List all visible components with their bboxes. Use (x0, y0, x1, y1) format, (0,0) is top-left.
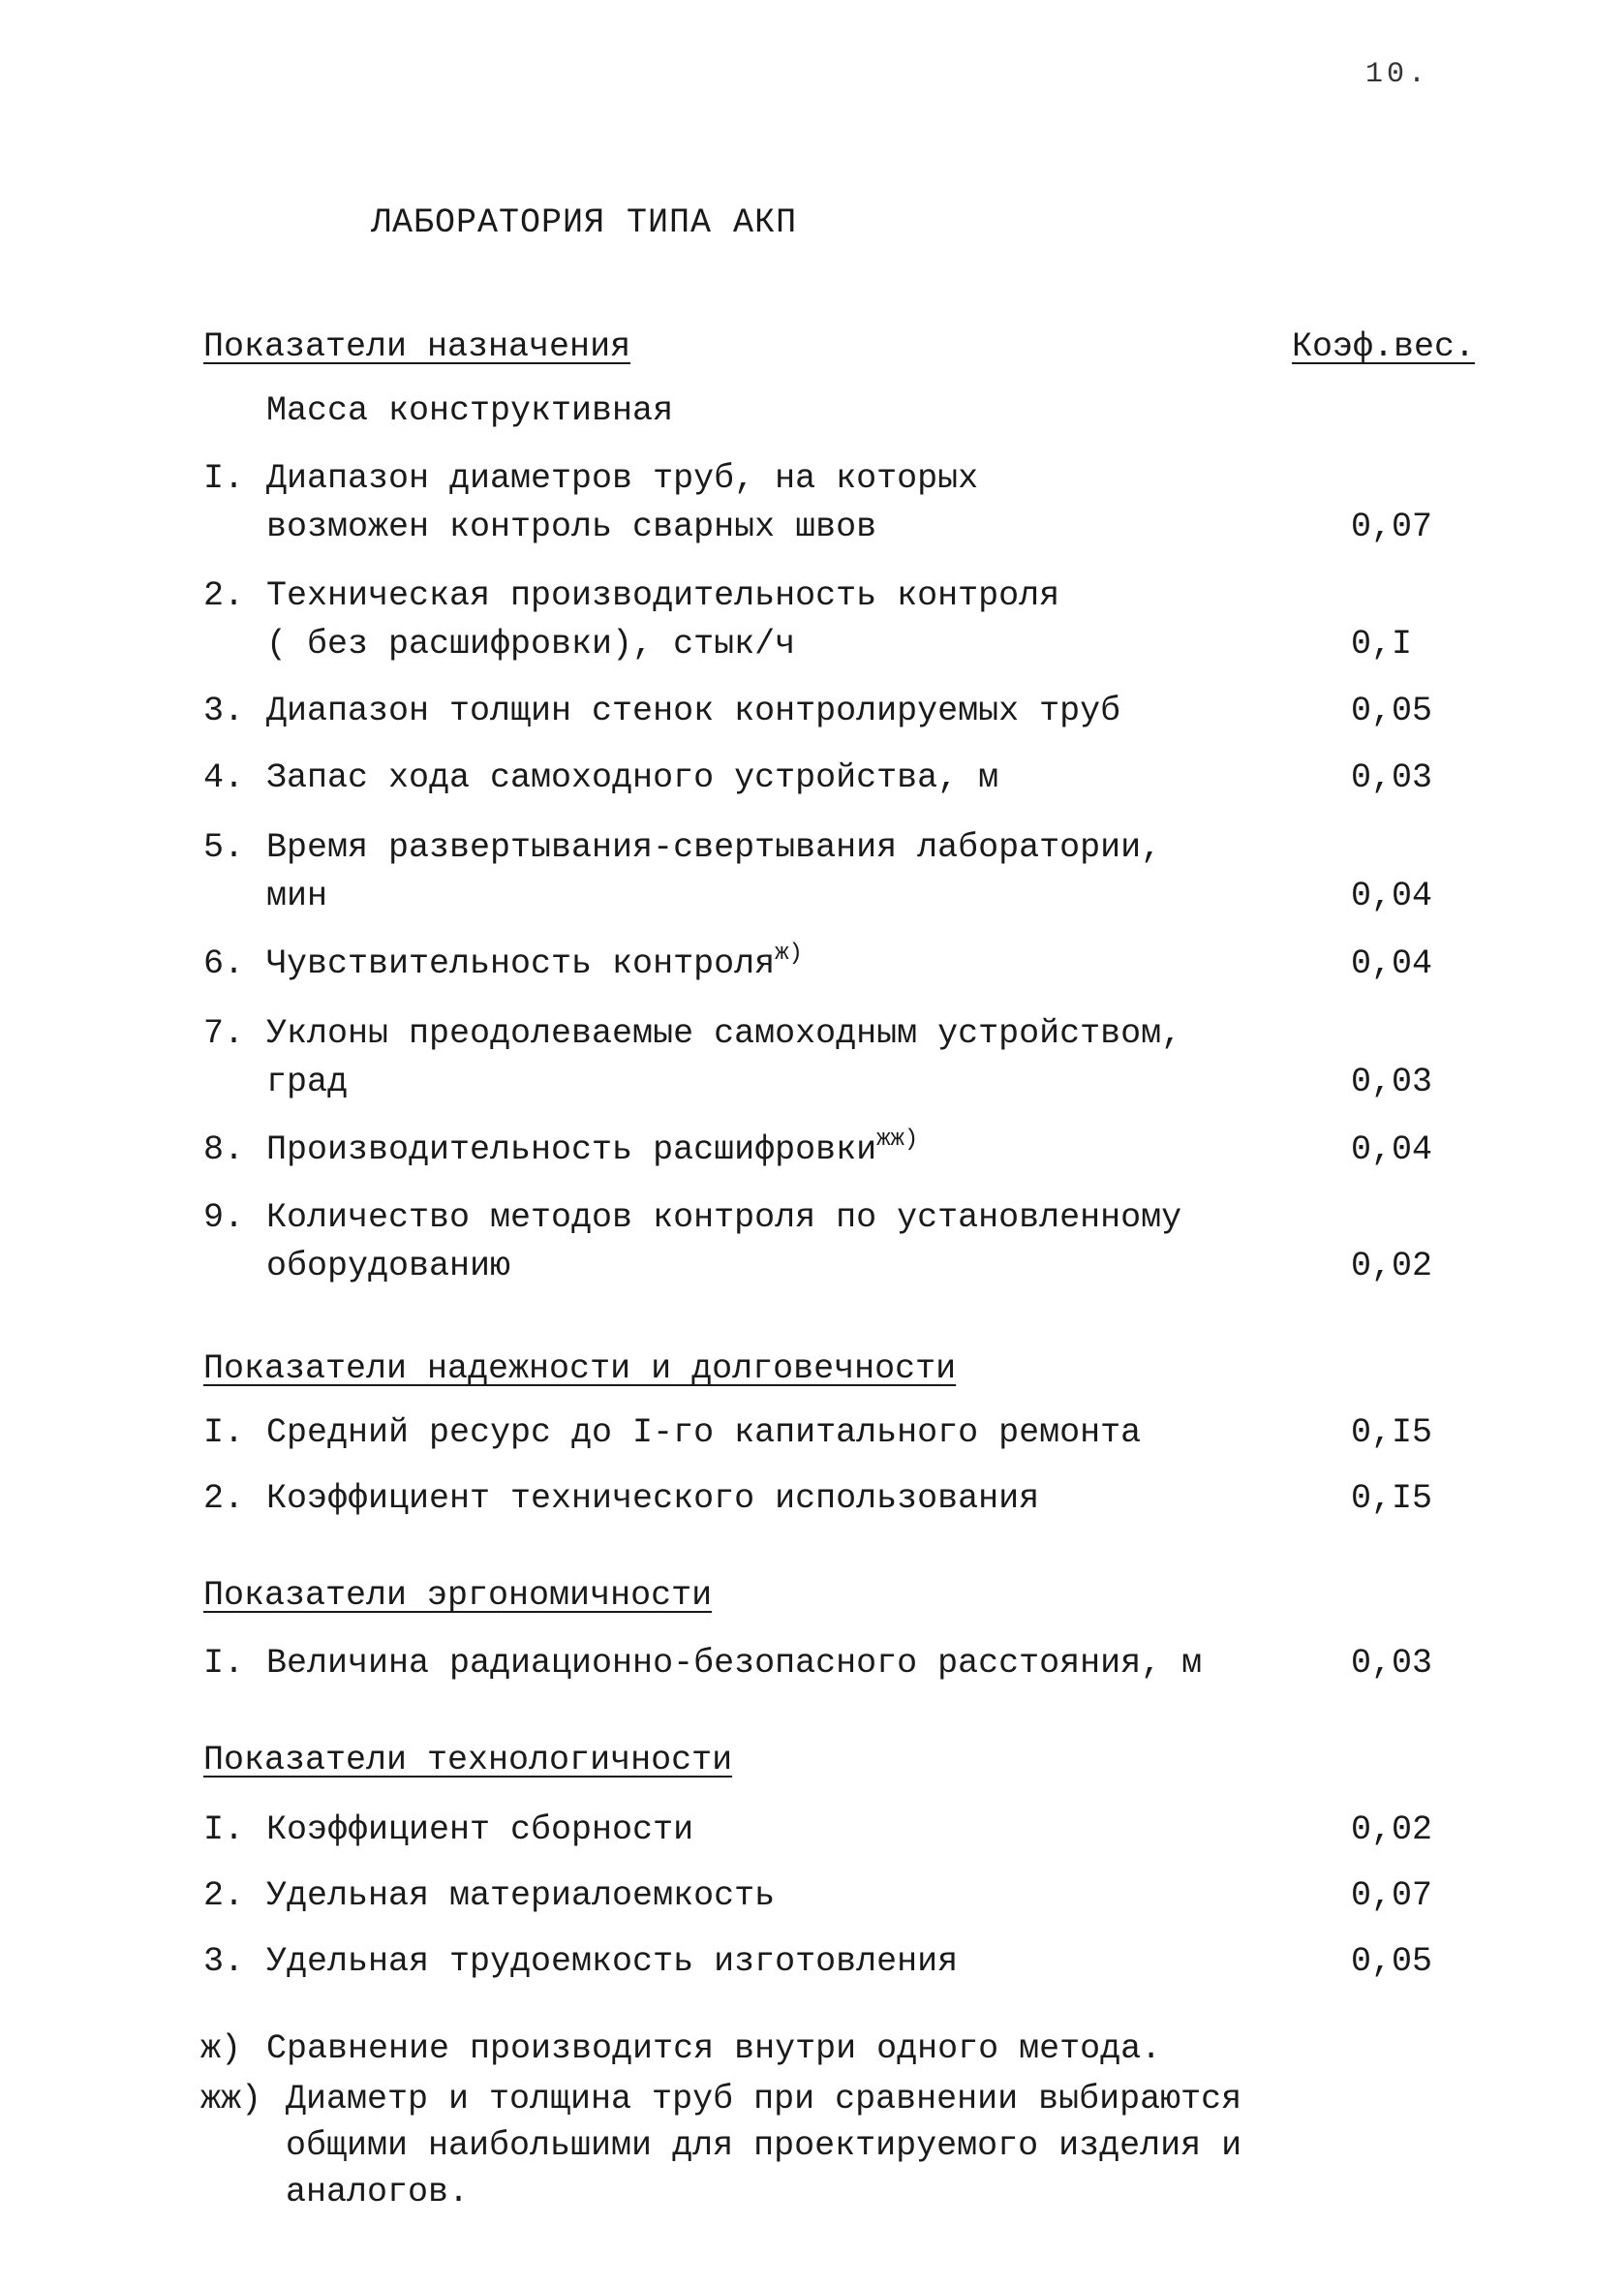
item-text: Величина радиационно-безопасного расстояния, м (266, 1644, 1203, 1683)
item-value: 0,04 (1351, 1130, 1433, 1169)
item-value: 0,I5 (1351, 1479, 1433, 1518)
item-text: Количество методов контроля по установленному (266, 1198, 1182, 1237)
item-number: 7. (203, 1014, 245, 1053)
footnote-mark: жж) (200, 2080, 262, 2118)
item-text: Коэффициент технического использования (266, 1479, 1040, 1518)
item-text (266, 941, 803, 983)
item-text: Удельная материалоемкость (266, 1876, 776, 1915)
item-text: возможен контроль сварных швов (266, 508, 877, 546)
item-text: Техническая производительность контроля (266, 576, 1060, 615)
item-number: I. (203, 1644, 245, 1683)
column-header-weight-coefficient: Коэф.вес. (1292, 327, 1476, 366)
item-text: ( без расшифровки), стык/ч (266, 625, 796, 664)
item-text: град (266, 1063, 349, 1101)
section-note: Масса конструктивная (266, 391, 674, 430)
item-number: 2. (203, 1876, 245, 1915)
footnote-mark: ж) (200, 2029, 242, 2068)
item-value: 0,04 (1351, 944, 1433, 983)
item-number: I. (203, 1810, 245, 1849)
item-number: 8. (203, 1130, 245, 1169)
item-number: 3. (203, 1942, 245, 1981)
document-title: ЛАБОРАТОРИЯ ТИПА АКП (371, 203, 798, 242)
section-heading-reliability: Показатели надежности и долговечности (203, 1349, 957, 1388)
item-text: Уклоны преодолеваемые самоходным устройством, (266, 1014, 1182, 1053)
item-number: 3. (203, 692, 245, 730)
item-value: 0,03 (1351, 758, 1433, 797)
item-number: I. (203, 459, 245, 498)
item-number: 4. (203, 758, 245, 797)
item-text: Время развертывания-свертывания лаборатории, (266, 828, 1162, 867)
item-value: 0,I5 (1351, 1413, 1433, 1452)
footnote-text: аналогов. (286, 2173, 470, 2211)
item-value: 0,07 (1351, 508, 1433, 546)
item-number: 5. (203, 828, 245, 867)
item-text: Средний ресурс до I-го капитального ремонта (266, 1413, 1142, 1452)
item-value: 0,05 (1351, 692, 1433, 730)
item-value: 0,03 (1351, 1063, 1433, 1101)
item-number: 9. (203, 1198, 245, 1237)
item-text: Диапазон толщин стенок контролируемых труб (266, 692, 1121, 730)
item-value: 0,03 (1351, 1644, 1433, 1683)
item-value: 0,I (1351, 625, 1413, 664)
item-text: Диапазон диаметров труб, на которых (266, 459, 979, 498)
footnote-ref: жж) (876, 1127, 919, 1153)
item-number: 2. (203, 576, 245, 615)
item-value: 0,02 (1351, 1247, 1433, 1285)
section-heading-ergonomics: Показатели эргономичности (203, 1576, 713, 1615)
item-text: оборудованию (266, 1247, 511, 1285)
item-value: 0,02 (1351, 1810, 1433, 1849)
item-text-main: Производительность расшифровки (266, 1130, 877, 1169)
section-heading-purpose: Показатели назначения (203, 327, 631, 366)
item-text: Коэффициент сборности (266, 1810, 694, 1849)
item-value: 0,07 (1351, 1876, 1433, 1915)
item-number: I. (203, 1413, 245, 1452)
item-number: 2. (203, 1479, 245, 1518)
footnote-text: Диаметр и толщина труб при сравнении выбираются (286, 2080, 1242, 2118)
section-heading-manufacturability: Показатели технологичности (203, 1741, 733, 1779)
item-text: Удельная трудоемкость изготовления (266, 1942, 959, 1981)
item-value: 0,05 (1351, 1942, 1433, 1981)
item-text-main: Чувствительность контроля (266, 944, 776, 983)
item-value: 0,04 (1351, 877, 1433, 915)
footnote-text: Сравнение производится внутри одного метода. (266, 2029, 1162, 2068)
footnote-text: общими наибольшими для проектируемого изделия и (286, 2126, 1242, 2165)
item-text (266, 1127, 919, 1169)
item-number: 6. (203, 944, 245, 983)
item-text: Запас хода самоходного устройства, м (266, 758, 999, 797)
item-text: мин (266, 877, 328, 915)
footnote-ref: ж) (775, 941, 803, 967)
page-number: 10. (1365, 58, 1430, 91)
